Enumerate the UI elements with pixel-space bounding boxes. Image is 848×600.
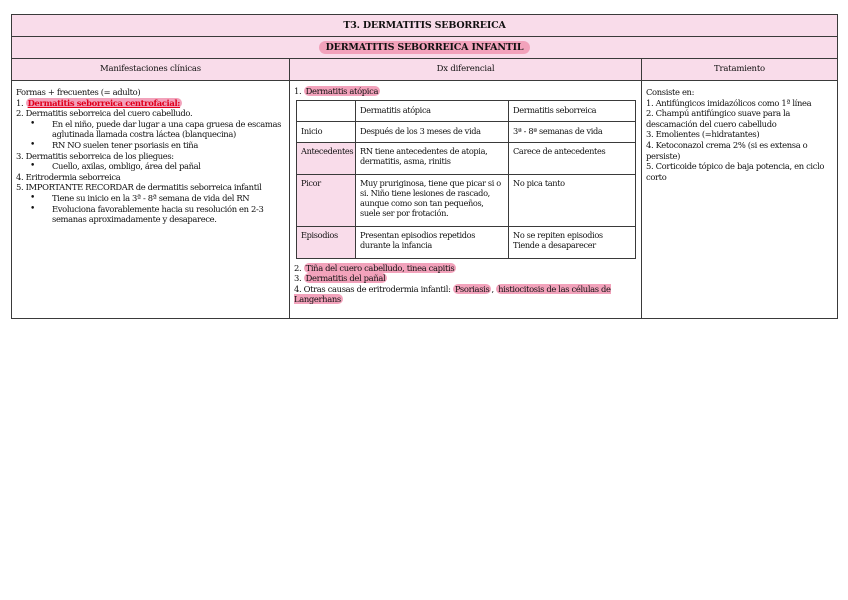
- ddx-cell: [290, 81, 642, 319]
- treatment-item-3: 3. Emolientes (=hidratantes): [646, 129, 760, 140]
- treatment-intro: Consiste en:: [646, 87, 695, 97]
- document-page: [11, 14, 837, 319]
- comparison-header-blank: [297, 100, 356, 121]
- ddx-item-3-highlight: Dermatitis del pañal: [305, 273, 386, 284]
- page-title: T3. DERMATITIS SEBORREICA: [12, 15, 838, 37]
- treatment-item-5: 5. Corticoide tópico de baja potencia, en ciclo corto: [646, 161, 825, 182]
- cell-episodios-atopica: Presentan episodios repetidos durante la infancia: [356, 226, 509, 258]
- clinical-cell: [12, 81, 290, 319]
- treatment-cell: [642, 81, 838, 319]
- clinical-item-1-highlight: Dermatitis seborreica centrofacial:: [27, 97, 181, 108]
- comparison-header-atopica: Dermatitis atópica: [356, 100, 509, 121]
- ddx-item-2: 2. Tiña del cuero cabelludo, tinea capitis: [294, 262, 455, 273]
- comparison-table: [296, 100, 636, 259]
- subtitle-row: [12, 37, 838, 59]
- cell-antecedentes-atopica: RN tiene antecedentes de atopia, dermatitis, asma, rinitis: [356, 142, 509, 174]
- summary-table: [11, 14, 838, 319]
- treatment-item-4: 4. Ketoconazol crema 2% (si es extensa o persiste): [646, 139, 808, 161]
- treatment-item-2: 2. Champú antifúngico suave para la descamación del cuero cabelludo: [646, 108, 791, 129]
- clinical-item-3: 3. Dermatitis seborreica de los pliegues:: [16, 150, 174, 161]
- treatment-item-1: 1. Antifúngicos imidazólicos como 1ª línea: [646, 97, 812, 108]
- clinical-item-5-bullet-1: • Tiene su inicio en la 3ª - 8ª semana de vida del RN: [52, 193, 285, 204]
- cell-inicio-seborreica: 3ª - 8ª semanas de vida: [509, 121, 636, 142]
- column-header-clinical: Manifestaciones clínicas: [12, 59, 290, 81]
- ddx-item-1-highlight: Dermatitis atópica: [305, 86, 379, 96]
- clinical-item-3-bullet-1: • Cuello, axilas, ombligo, área del pañal: [52, 161, 285, 172]
- ddx-item-4-highlight-1: Psoriasis: [454, 283, 490, 294]
- cell-inicio-atopica: Después de los 3 meses de vida: [356, 121, 509, 142]
- column-header-treatment: Tratamiento: [642, 59, 838, 81]
- cell-antecedentes-seborreica: Carece de antecedentes: [509, 142, 636, 174]
- clinical-item-2-bullet-2: • RN NO suelen tener psoriasis en tiña: [52, 140, 285, 151]
- ddx-item-4-highlight-2: histiocitosis de las células de Langerhans: [294, 283, 611, 305]
- ddx-item-1: 1. Dermatitis atópica: [294, 86, 379, 96]
- clinical-item-5-bullet-2: • Evoluciona favorablemente hacia su resolución en 2-3 semanas aproximadamente y desaparece.: [52, 204, 285, 225]
- comparison-header-seborreica: Dermatitis seborreica: [509, 100, 636, 121]
- row-label-inicio: Inicio: [297, 121, 356, 142]
- ddx-item-4: 4. Otras causas de eritrodermia infantil: Psoriasis , histiocitosis de las células de Langerhans: [294, 283, 611, 305]
- subtitle: DERMATITIS SEBORREICA INFANTIL: [319, 41, 531, 54]
- clinical-item-4: 4. Eritrodermia seborreica: [16, 171, 121, 182]
- clinical-intro: Formas + frecuentes (= adulto): [16, 87, 141, 97]
- ddx-item-2-highlight: Tiña del cuero cabelludo, tinea capitis: [305, 262, 455, 273]
- clinical-item-1: 1. Dermatitis seborreica centrofacial:: [16, 97, 181, 108]
- clinical-item-5: 5. IMPORTANTE RECORDAR de dermatitis seborreica infantil: [16, 182, 262, 193]
- clinical-item-2: 2. Dermatitis seborreica del cuero cabelludo.: [16, 108, 193, 119]
- column-header-ddx: Dx diferencial: [290, 59, 642, 81]
- ddx-item-3: 3. Dermatitis del pañal: [294, 273, 386, 284]
- cell-episodios-seborreica: No se repiten episodios Tiende a desaparecer: [509, 226, 636, 258]
- cell-picor-seborreica: No pica tanto: [509, 174, 636, 226]
- row-label-picor: Picor: [297, 174, 356, 226]
- cell-picor-atopica: Muy pruriginosa, tiene que picar si o si. Niño tiene lesiones de rascado, aunque como son tan pequeños, suele ser por frotación.: [356, 174, 509, 226]
- row-label-antecedentes: Antecedentes: [297, 142, 356, 174]
- clinical-item-2-bullet-1: • En el niño, puede dar lugar a una capa gruesa de escamas aglutinada llamada costra láctea (blanquecina): [52, 119, 285, 140]
- row-label-episodios: Episodios: [297, 226, 356, 258]
